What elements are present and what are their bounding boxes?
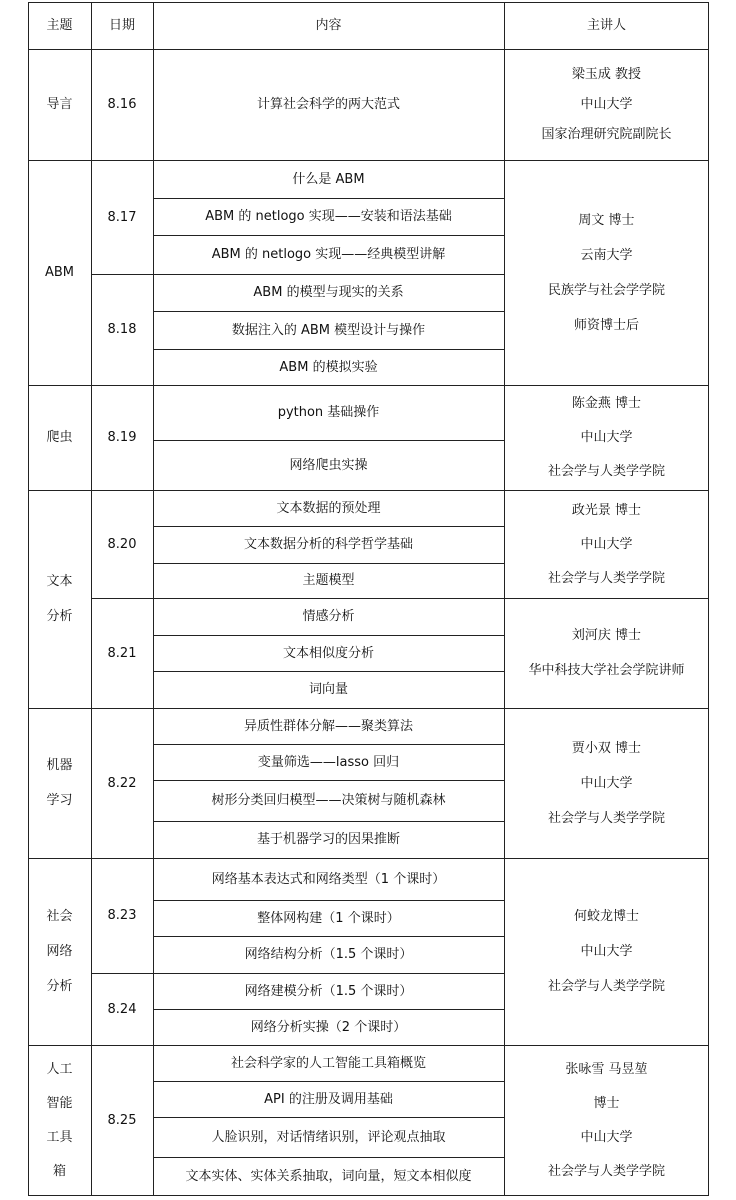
col-sep-content bbox=[504, 2, 505, 1196]
content-item: ABM 的模型与现实的关系 bbox=[253, 285, 404, 300]
content-item: 网络分析实操（2 个课时） bbox=[250, 1019, 407, 1035]
row-sep bbox=[28, 385, 709, 386]
theme-crawler: 爬虫 bbox=[46, 430, 73, 445]
item-sep bbox=[153, 198, 504, 199]
speaker-network: 何蛟龙博士 中山大学 社会学与人类学学院 bbox=[547, 909, 665, 994]
date-8-22: 8.22 bbox=[107, 775, 137, 791]
item-sep bbox=[153, 1009, 504, 1010]
row-sep bbox=[28, 1045, 709, 1046]
header-speaker: 主讲人 bbox=[586, 18, 626, 33]
theme-ai-toolbox: 人工 智能 工具 箱 bbox=[46, 1062, 73, 1179]
date-8-19: 8.19 bbox=[107, 430, 137, 445]
item-sep bbox=[153, 780, 504, 781]
content-item: 整体网构建（1 个课时） bbox=[257, 910, 400, 926]
row-sep bbox=[28, 708, 709, 709]
item-sep bbox=[153, 744, 504, 745]
content-item: 异质性群体分解——聚类算法 bbox=[243, 718, 413, 734]
item-sep bbox=[153, 1117, 504, 1118]
date-8-21: 8.21 bbox=[107, 645, 137, 661]
theme-social-network: 社会 网络 分析 bbox=[46, 909, 73, 994]
theme-text-analysis: 文本 分析 bbox=[46, 574, 73, 624]
item-sep bbox=[153, 349, 504, 350]
speaker-text-2: 刘河庆 博士 华中科技大学社会学院讲师 bbox=[528, 628, 685, 678]
content-item: 什么是 ABM bbox=[292, 171, 365, 187]
theme-intro: 导言 bbox=[46, 97, 73, 112]
row-sep bbox=[28, 490, 709, 491]
content-item: 文本数据的预处理 bbox=[276, 500, 381, 516]
content-item: 变量筛选——lasso 回归 bbox=[257, 754, 400, 770]
content-item: 树形分类回归模型——决策树与随机森林 bbox=[211, 793, 446, 808]
speaker-crawler: 陈金燕 博士 中山大学 社会学与人类学学院 bbox=[547, 396, 665, 479]
item-sep bbox=[153, 311, 504, 312]
content-item: ABM 的 netlogo 实现——安装和语法基础 bbox=[205, 209, 452, 224]
header-theme: 主题 bbox=[46, 18, 73, 33]
item-sep bbox=[153, 563, 504, 564]
content-item: 文本数据分析的科学哲学基础 bbox=[243, 537, 413, 552]
header-content: 内容 bbox=[315, 18, 342, 33]
content-item: 人脸识别，对话情绪识别，评论观点抽取 bbox=[211, 1129, 446, 1145]
border-bottom bbox=[28, 1195, 709, 1196]
content-item: ABM 的模拟实验 bbox=[279, 359, 378, 375]
content-item: 计算社会科学的两大范式 bbox=[256, 97, 400, 112]
schedule-table bbox=[28, 2, 709, 1196]
content-item: 网络结构分析（1.5 个课时） bbox=[244, 947, 413, 962]
content-item: 文本相似度分析 bbox=[282, 645, 374, 661]
item-sep bbox=[153, 440, 504, 441]
border-right bbox=[708, 2, 709, 1196]
content-item: 文本实体、实体关系抽取，词向量，短文本相似度 bbox=[185, 1169, 472, 1184]
item-sep bbox=[153, 235, 504, 236]
speaker-ml: 贾小双 博士 中山大学 社会学与人类学学院 bbox=[547, 740, 665, 826]
content-item: 词向量 bbox=[308, 682, 348, 697]
content-item: 数据注入的 ABM 模型设计与操作 bbox=[231, 322, 426, 338]
content-item: API 的注册及调用基础 bbox=[264, 1091, 393, 1107]
row-sep bbox=[28, 858, 709, 859]
row-sep bbox=[28, 49, 709, 50]
content-item: ABM 的 netlogo 实现——经典模型讲解 bbox=[211, 247, 446, 262]
date-8-17: 8.17 bbox=[107, 209, 137, 225]
item-sep bbox=[153, 821, 504, 822]
speaker-ai: 张咏雪 马昱堃 博士 中山大学 社会学与人类学学院 bbox=[547, 1062, 665, 1179]
item-sep bbox=[153, 936, 504, 937]
theme-machine-learning: 机器 学习 bbox=[46, 758, 73, 808]
header-date: 日期 bbox=[108, 18, 135, 33]
theme-abm: ABM bbox=[44, 265, 75, 280]
day-sep bbox=[91, 973, 504, 974]
border-left bbox=[28, 2, 29, 1196]
item-sep bbox=[153, 1081, 504, 1082]
date-8-18: 8.18 bbox=[107, 322, 137, 337]
row-sep bbox=[28, 160, 709, 161]
speaker-intro: 梁玉成 教授 中山大学 国家治理研究院副院长 bbox=[541, 67, 672, 142]
date-8-23: 8.23 bbox=[107, 908, 137, 923]
item-sep bbox=[153, 635, 504, 636]
speaker-abm: 周文 博士 云南大学 民族学与社会学学院 师资博士后 bbox=[547, 212, 665, 333]
content-item: 社会科学家的人工智能工具箱概览 bbox=[230, 1055, 426, 1071]
date-8-25: 8.25 bbox=[107, 1113, 137, 1128]
content-item: 主题模型 bbox=[302, 573, 355, 588]
item-sep bbox=[153, 526, 504, 527]
content-item: 情感分析 bbox=[302, 609, 355, 624]
content-item: 网络爬虫实操 bbox=[289, 457, 368, 473]
day-sep bbox=[91, 274, 504, 275]
content-item: 网络建模分析（1.5 个课时） bbox=[244, 983, 413, 999]
speaker-text-1: 政光景 博士 中山大学 社会学与人类学学院 bbox=[547, 502, 665, 586]
item-sep bbox=[153, 671, 504, 672]
item-sep bbox=[153, 1157, 504, 1158]
date-8-16: 8.16 bbox=[107, 97, 137, 112]
col-sep-theme bbox=[91, 2, 92, 1196]
border-top bbox=[28, 2, 709, 3]
date-8-24: 8.24 bbox=[107, 1001, 137, 1017]
content-item: python 基础操作 bbox=[277, 405, 380, 420]
day-sep bbox=[91, 598, 709, 599]
content-item: 基于机器学习的因果推断 bbox=[256, 832, 400, 847]
date-8-20: 8.20 bbox=[107, 536, 137, 552]
content-item: 网络基本表达式和网络类型（1 个课时） bbox=[211, 871, 446, 887]
col-sep-date bbox=[153, 2, 154, 1196]
item-sep bbox=[153, 900, 504, 901]
